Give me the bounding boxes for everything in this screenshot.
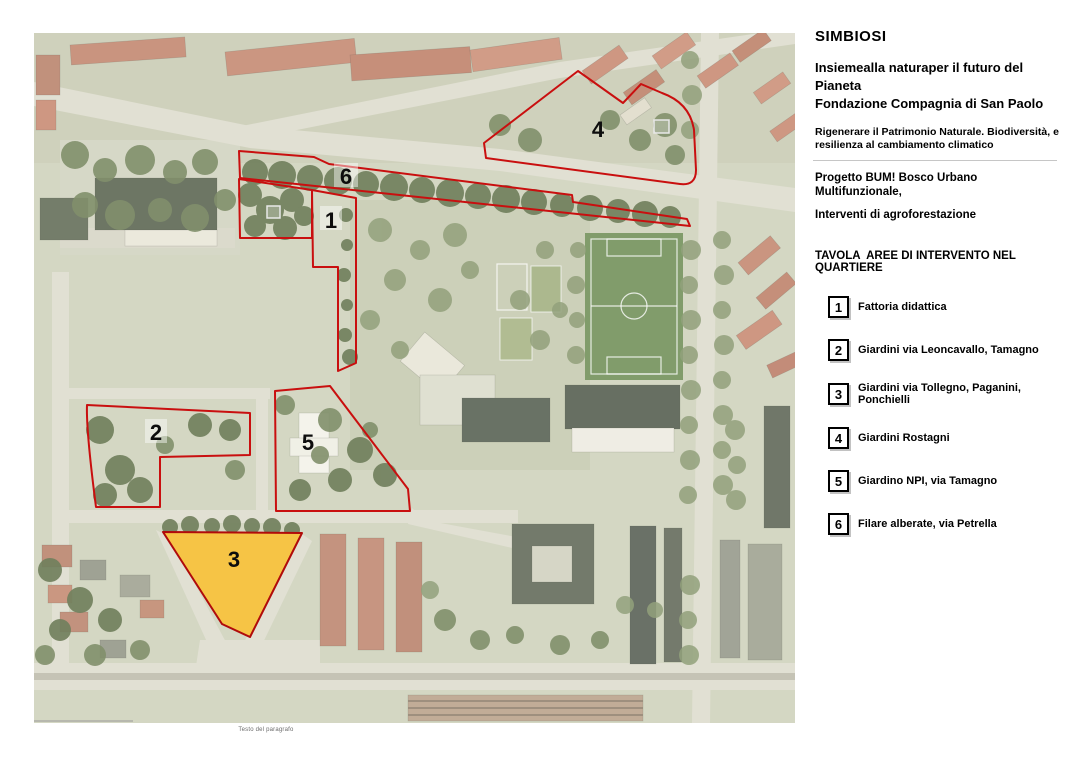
legend-box-4: 4 — [828, 427, 849, 449]
map-caption: Testo del paragrafo — [238, 727, 294, 733]
area-label-4: 4 — [591, 117, 605, 142]
legend-box-2: 2 — [828, 339, 849, 361]
aerial-map-svg — [34, 33, 795, 723]
panel-tagline — [815, 126, 1060, 152]
legend-item-3 — [815, 382, 1060, 406]
project-line-2: Interventi di agroforestazione — [815, 209, 977, 221]
legend-item-2 — [815, 339, 1060, 361]
tagline-line-2: resilienza al cambiamento climatico — [815, 139, 994, 151]
legend-label-4: Giardini Rostagni — [858, 432, 950, 444]
legend-label-1: Fattoria didattica — [858, 301, 947, 313]
legend-item-6 — [815, 513, 1060, 535]
subtitle-line-1: Insiemealla naturaper il futuro del Pianeta — [815, 60, 1024, 93]
project-line-1: Progetto BUM! Bosco Urbano Multifunzionale, — [815, 172, 978, 198]
legend — [815, 296, 1060, 535]
legend-item-4 — [815, 427, 1060, 449]
square-marker-2 — [654, 120, 669, 133]
legend-box-1: 1 — [828, 296, 849, 318]
area-label-1: 1 — [324, 208, 338, 233]
legend-box-6: 6 — [828, 513, 849, 535]
tagline-line-1: Rigenerare il Patrimonio Naturale. Biodiversità, e — [815, 126, 1059, 138]
area-label-2: 2 — [149, 420, 163, 445]
legend-item-1 — [815, 296, 1060, 318]
square-marker-1 — [267, 206, 280, 218]
panel-divider — [813, 160, 1057, 161]
panel-subtitle — [815, 59, 1060, 113]
panel-title: SIMBIOSI — [815, 28, 887, 45]
legend-label-5: Giardino NPI, via Tamagno — [858, 475, 998, 487]
area-label-5: 5 — [301, 430, 315, 455]
area-label-6: 6 — [339, 164, 353, 189]
legend-label-3: Giardini via Tollegno, Paganini, Ponchielli — [858, 382, 1021, 406]
legend-item-5 — [815, 470, 1060, 492]
tavola-heading: TAVOLA AREE DI INTERVENTO NEL QUARTIERE — [815, 250, 1019, 274]
aerial-map — [34, 33, 795, 723]
legend-label-2: Giardini via Leoncavallo, Tamagno — [858, 344, 1039, 356]
subtitle-line-2: Fondazione Compagnia di San Paolo — [815, 96, 1044, 111]
haze-overlay — [34, 33, 795, 723]
area-label-3: 3 — [227, 547, 241, 572]
info-panel — [815, 28, 1060, 556]
legend-box-3: 3 — [828, 383, 849, 405]
legend-label-6: Filare alberate, via Petrella — [858, 518, 997, 530]
legend-box-5: 5 — [828, 470, 849, 492]
